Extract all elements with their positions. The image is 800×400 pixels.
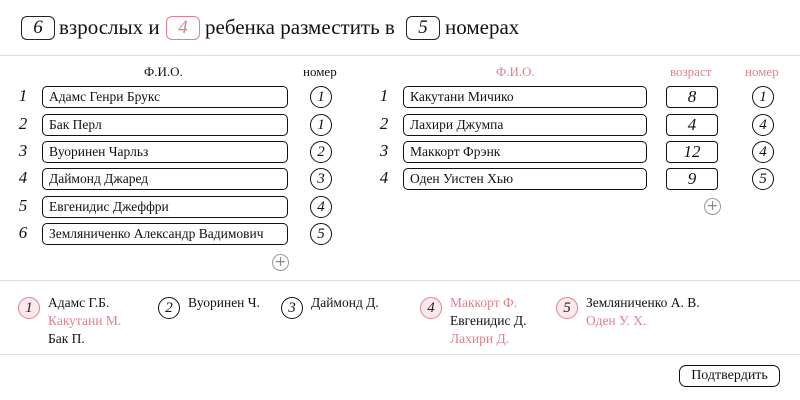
child-name-field[interactable]: Маккорт Фрэнк — [403, 141, 647, 163]
summary-occupant: Евгенидис Д. — [450, 313, 527, 328]
adult-row-number: 2 — [18, 114, 28, 133]
summary-occupant: Лахири Д. — [450, 331, 510, 346]
footer-divider — [0, 354, 800, 355]
child-row-number: 2 — [379, 114, 389, 133]
adult-name-field[interactable]: Даймонд Джаред — [42, 168, 288, 190]
adult-room-badge[interactable]: 1 — [310, 114, 332, 136]
summary-occupant-list — [450, 294, 526, 348]
child-room-badge[interactable]: 4 — [752, 114, 774, 136]
summary-room-badge: 5 — [556, 297, 578, 319]
add-adult-icon[interactable]: + — [272, 254, 289, 271]
add-child-icon[interactable]: + — [704, 198, 721, 215]
adult-row-number: 5 — [18, 196, 28, 215]
adult-room-badge[interactable]: 4 — [310, 196, 332, 218]
summary-room-badge: 3 — [281, 297, 303, 319]
child-age-field[interactable]: 4 — [666, 114, 718, 136]
summary-room-badge: 2 — [158, 297, 180, 319]
adults-count-field[interactable]: 6 — [21, 16, 55, 40]
adults-name-header: Ф.И.О. — [144, 64, 183, 79]
summary-occupant-list — [188, 294, 260, 312]
adult-name-field[interactable]: Евгенидис Джеффри — [42, 196, 288, 218]
summary-occupant: Адамс Г.Б. — [48, 295, 110, 310]
adult-name-field[interactable]: Бак Перл — [42, 114, 288, 136]
children-name-header: Ф.И.О. — [496, 64, 535, 79]
adult-name-field[interactable]: Земляниченко Александр Вадимович — [42, 223, 288, 245]
rooms-count-field[interactable]: 5 — [406, 16, 440, 40]
child-age-field[interactable]: 8 — [666, 86, 718, 108]
summary-occupant: Оден У. Х. — [586, 313, 647, 328]
child-name-field[interactable]: Лахири Джумпа — [403, 114, 647, 136]
adult-row-number: 6 — [18, 223, 28, 242]
adult-name-field[interactable]: Вуоринен Чарльз — [42, 141, 288, 163]
summary-room-badge: 1 — [18, 297, 40, 319]
child-age-field[interactable]: 9 — [666, 168, 718, 190]
children-age-header: возраст — [670, 64, 712, 79]
summary-occupant-list — [586, 294, 700, 330]
child-room-badge[interactable]: 1 — [752, 86, 774, 108]
adult-room-badge[interactable]: 5 — [310, 223, 332, 245]
adults-label: взрослых и — [59, 15, 160, 39]
adult-name-field[interactable]: Адамс Генри Брукс — [42, 86, 288, 108]
summary-occupant: Вуоринен Ч. — [188, 295, 260, 310]
children-room-header: номер — [745, 64, 779, 79]
children-count-field[interactable]: 4 — [166, 16, 200, 40]
adult-room-badge[interactable]: 2 — [310, 141, 332, 163]
child-room-badge[interactable]: 5 — [752, 168, 774, 190]
adult-room-badge[interactable]: 1 — [310, 86, 332, 108]
child-row-number: 3 — [379, 141, 389, 160]
middle-divider — [0, 280, 800, 281]
child-row-number: 4 — [379, 168, 389, 187]
adult-room-badge[interactable]: 3 — [310, 168, 332, 190]
adults-room-header: номер — [303, 64, 337, 79]
header-divider — [0, 55, 800, 56]
child-age-field[interactable]: 12 — [666, 141, 718, 163]
adult-row-number: 1 — [18, 86, 28, 105]
summary-occupant: Какутани М. — [48, 313, 122, 328]
children-label: ребенка разместить в — [205, 15, 395, 39]
summary-occupant-list — [48, 294, 121, 348]
summary-occupant: Бак П. — [48, 331, 85, 346]
child-name-field[interactable]: Какутани Мичико — [403, 86, 647, 108]
summary-occupant: Даймонд Д. — [311, 295, 379, 310]
confirm-button[interactable]: Подтвердить — [679, 365, 780, 387]
adult-row-number: 4 — [18, 168, 28, 187]
child-name-field[interactable]: Оден Уистен Хью — [403, 168, 647, 190]
summary-occupant: Земляниченко А. В. — [586, 295, 700, 310]
summary-room-badge: 4 — [420, 297, 442, 319]
adult-row-number: 3 — [18, 141, 28, 160]
child-row-number: 1 — [379, 86, 389, 105]
rooms-label: номерах — [445, 15, 520, 39]
child-room-badge[interactable]: 4 — [752, 141, 774, 163]
summary-occupant-list — [311, 294, 379, 312]
summary-occupant: Маккорт Ф. — [450, 295, 518, 310]
